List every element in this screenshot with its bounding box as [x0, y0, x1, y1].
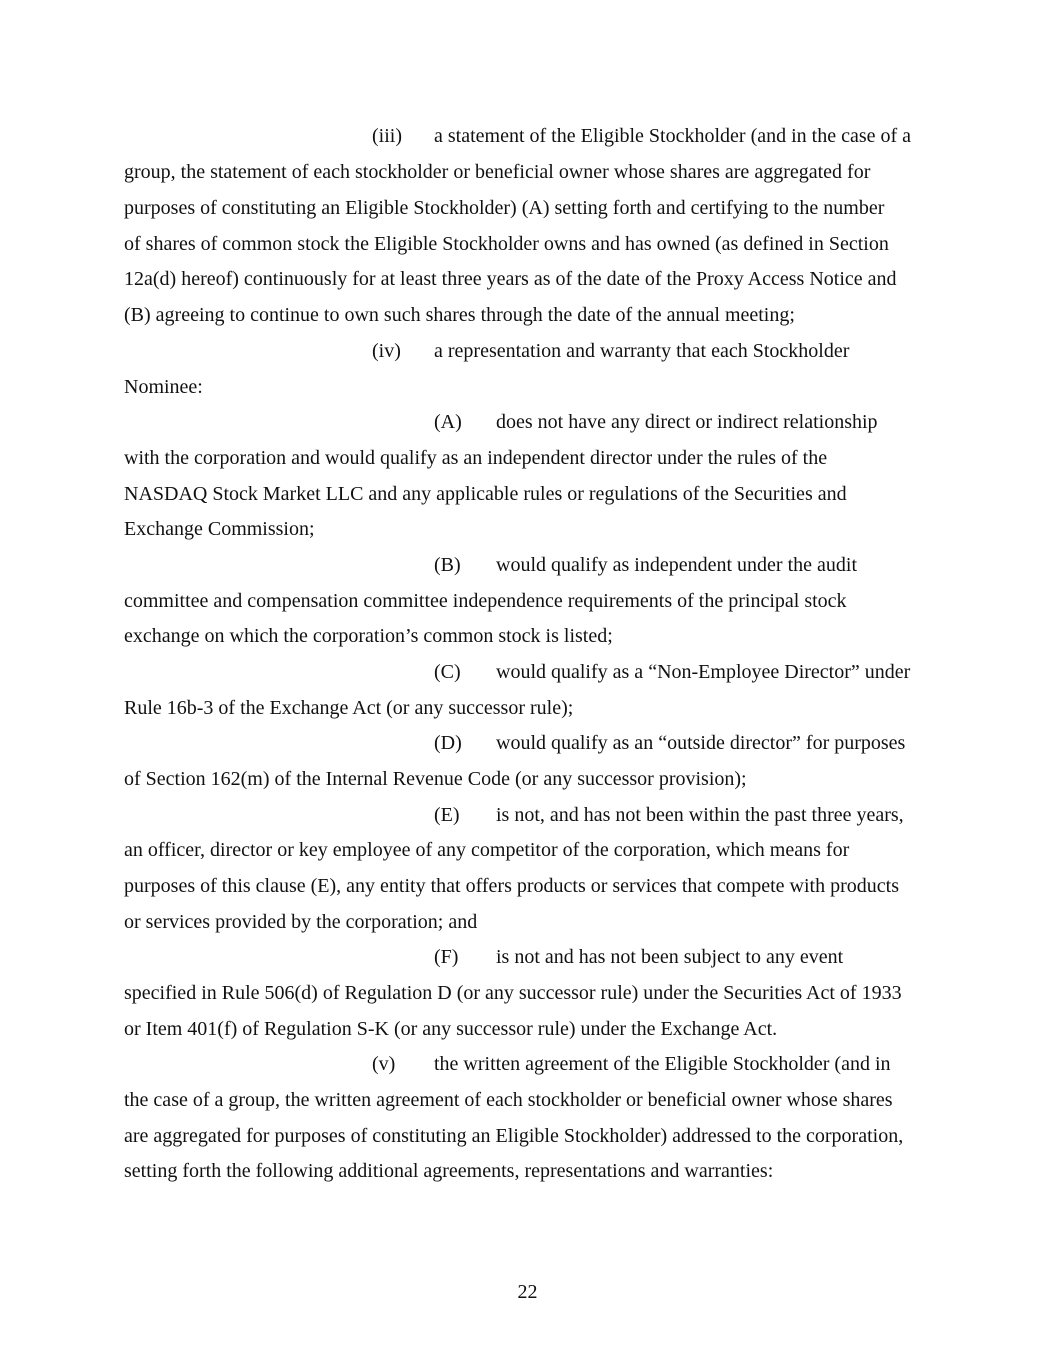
- clause-D-text: would qualify as an “outside director” for purposes: [496, 732, 906, 754]
- clause-F-first-line: [0, 945, 1055, 969]
- text-line: purposes of this clause (E), any entity that offers products or services that compete with products: [124, 875, 899, 897]
- clause-D-first-line: [0, 731, 1055, 755]
- paragraph-iv-text: a representation and warranty that each Stockholder: [434, 340, 850, 362]
- text-line: 12a(d) hereof) continuously for at least three years as of the date of the Proxy Access Notice and: [124, 268, 897, 290]
- clause-E-text: is not, and has not been within the past three years,: [496, 804, 904, 826]
- page-number: 22: [517, 1281, 538, 1303]
- clause-D-label: (D): [434, 732, 462, 754]
- text-line: or Item 401(f) of Regulation S-K (or any successor rule) under the Exchange Act.: [124, 1018, 778, 1040]
- clause-C-text: would qualify as a “Non-Employee Director” under: [496, 661, 911, 683]
- clause-E-first-line: [0, 803, 1055, 827]
- text-line: with the corporation and would qualify as an independent director under the rules of the: [124, 447, 828, 469]
- clause-C-label: (C): [434, 661, 461, 683]
- text-line: NASDAQ Stock Market LLC and any applicable rules or regulations of the Securities and: [124, 483, 847, 505]
- paragraph-iv-first-line: [0, 339, 1055, 363]
- text-line: of Section 162(m) of the Internal Revenue Code (or any successor provision);: [124, 768, 747, 790]
- paragraph-v-text: the written agreement of the Eligible Stockholder (and in: [434, 1053, 891, 1075]
- text-line: committee and compensation committee independence requirements of the principal stock: [124, 590, 847, 612]
- text-line: are aggregated for purposes of constituting an Eligible Stockholder) addressed to the corporation,: [124, 1125, 904, 1147]
- paragraph-iii-text: a statement of the Eligible Stockholder (and in the case of a: [434, 125, 912, 147]
- clause-A-first-line: [0, 410, 1055, 434]
- paragraph-iv-label: (iv): [372, 340, 401, 362]
- clause-C-first-line: [0, 660, 1055, 684]
- text-line: (B) agreeing to continue to own such shares through the date of the annual meeting;: [124, 304, 795, 326]
- text-line: the case of a group, the written agreement of each stockholder or beneficial owner whose shares: [124, 1089, 893, 1111]
- text-line: or services provided by the corporation; and: [124, 911, 478, 933]
- paragraph-iii-first-line: [0, 124, 1055, 148]
- paragraph-iii-label: (iii): [372, 125, 402, 147]
- text-line: Exchange Commission;: [124, 518, 315, 540]
- clause-B-first-line: [0, 553, 1055, 577]
- text-line: exchange on which the corporation’s common stock is listed;: [124, 625, 613, 647]
- text-line: an officer, director or key employee of any competitor of the corporation, which means for: [124, 839, 850, 861]
- clause-B-text: would qualify as independent under the audit: [496, 554, 858, 576]
- text-line: group, the statement of each stockholder or beneficial owner whose shares are aggregated for: [124, 161, 871, 183]
- clause-A-label: (A): [434, 411, 462, 433]
- clause-B-label: (B): [434, 554, 461, 576]
- text-line: purposes of constituting an Eligible Stockholder) (A) setting forth and certifying to the number: [124, 197, 885, 219]
- paragraph-v-label: (v): [372, 1053, 396, 1075]
- clause-E-label: (E): [434, 804, 460, 826]
- paragraph-v-first-line: [0, 1052, 1055, 1076]
- text-line: specified in Rule 506(d) of Regulation D (or any successor rule) under the Securities Act of 1933: [124, 982, 902, 1004]
- text-line: setting forth the following additional agreements, representations and warranties:: [124, 1160, 774, 1182]
- text-line: Rule 16b-3 of the Exchange Act (or any successor rule);: [124, 697, 574, 719]
- clause-A-text: does not have any direct or indirect relationship: [496, 411, 878, 433]
- clause-F-text: is not and has not been subject to any event: [496, 946, 844, 968]
- clause-F-label: (F): [434, 946, 459, 968]
- text-line: of shares of common stock the Eligible Stockholder owns and has owned (as defined in Section: [124, 233, 889, 255]
- text-line: Nominee:: [124, 376, 203, 398]
